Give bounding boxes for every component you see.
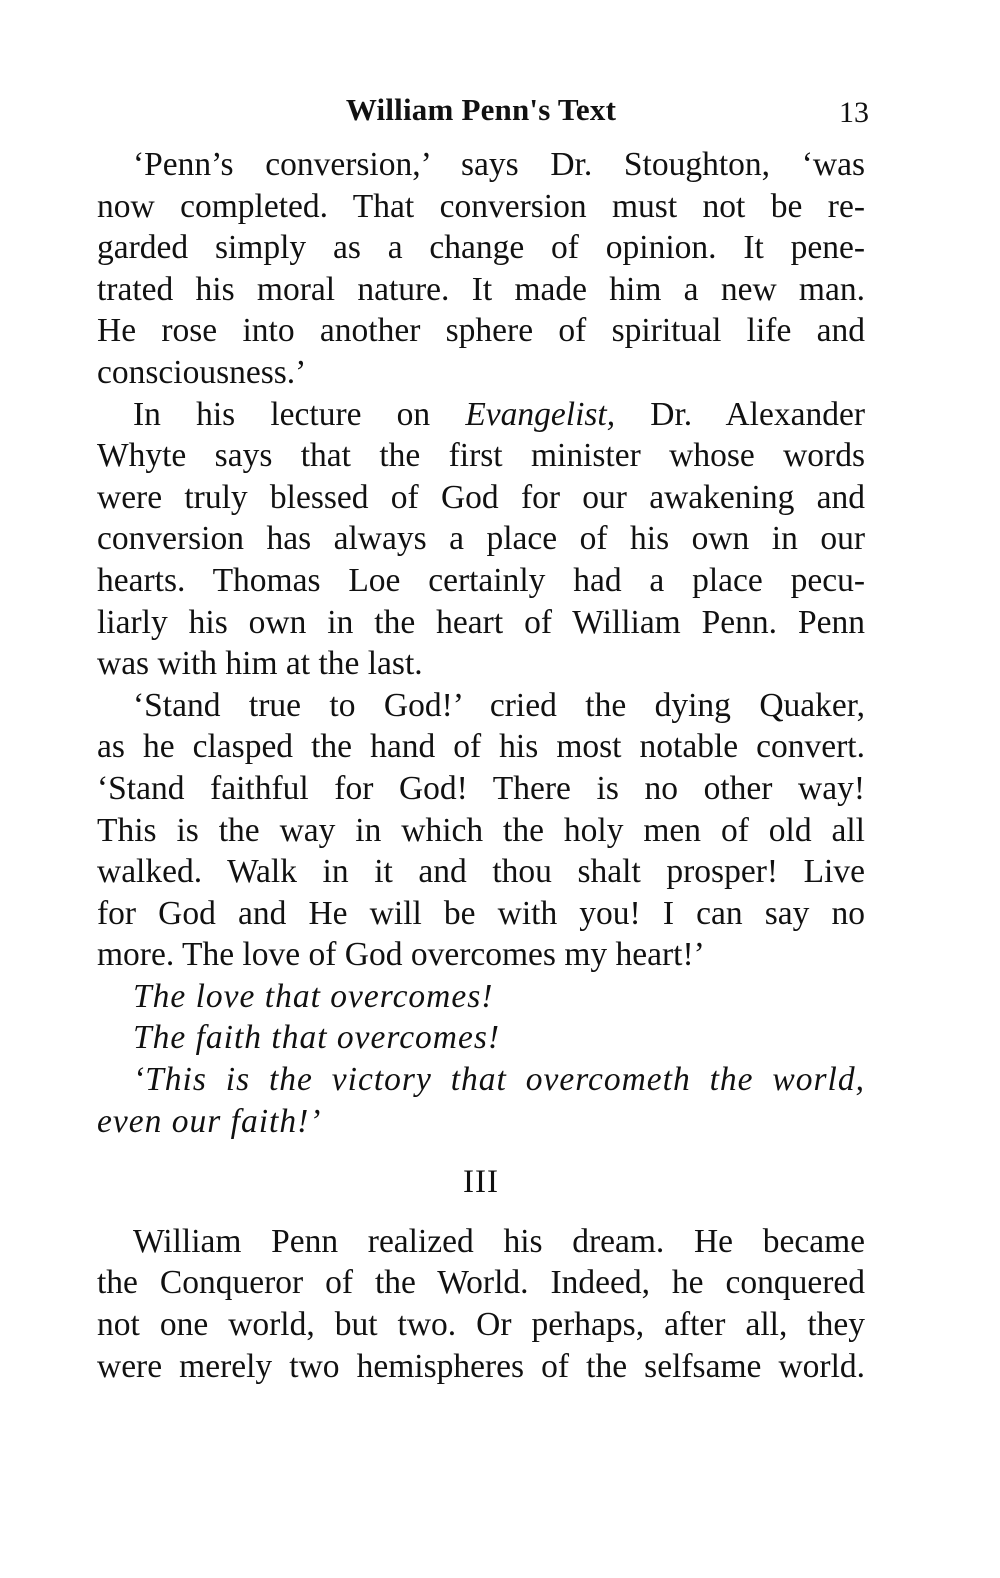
text-line: now completed. That conversion must not be re- <box>97 187 865 225</box>
body-text <box>97 144 865 1387</box>
text-line: trated his moral nature. It made him a new man. <box>97 270 865 308</box>
running-head <box>97 92 869 144</box>
text-line: hearts. Thomas Loe certainly had a place pecu- <box>97 561 865 599</box>
text-line: for God and He will be with you! I can say no <box>97 894 865 932</box>
text-line: was with him at the last. <box>97 645 423 683</box>
text-line: as he clasped the hand of his most notable convert. <box>97 728 865 766</box>
italic-line: ‘This is the victory that overcometh the world, <box>133 1061 865 1099</box>
text-segment: In his lecture on <box>133 395 466 433</box>
text-line: were truly blessed of God for our awakening and <box>97 478 865 516</box>
text-line: Whyte says that the first minister whose words <box>97 437 865 475</box>
text-line: liarly his own in the heart of William Penn. Penn <box>97 603 865 641</box>
paragraph-penn-dream <box>97 1221 865 1387</box>
paragraph-stoughton-quote <box>97 144 865 394</box>
text-line: William Penn realized his dream. He became <box>133 1222 865 1260</box>
text-segment: Dr. Alexander <box>615 395 865 433</box>
text-line: the Conqueror of the World. Indeed, he conquered <box>97 1264 865 1302</box>
italic-line: even our faith!’ <box>97 1102 322 1140</box>
text-line: more. The love of God overcomes my heart!’ <box>97 936 705 974</box>
text-line: conversion has always a place of his own in our <box>97 520 865 558</box>
book-title-evangelist: Evangelist, <box>465 395 616 433</box>
book-page <box>97 92 869 1387</box>
italic-verses <box>97 976 865 1142</box>
section-number: III <box>463 1164 499 1201</box>
paragraph-whyte-lecture <box>97 394 865 685</box>
page-number: 13 <box>839 96 869 129</box>
text-line: walked. Walk in it and thou shalt prosper! Live <box>97 853 865 891</box>
italic-line: The faith that overcomes! <box>133 1019 501 1057</box>
text-line <box>97 394 865 436</box>
text-line: ‘Penn’s conversion,’ says Dr. Stoughton, ‘was <box>133 146 865 183</box>
text-line: He rose into another sphere of spiritual life and <box>97 312 865 350</box>
text-line: ‘Stand faithful for God! There is no other way! <box>97 769 865 807</box>
italic-line: The love that overcomes! <box>133 977 494 1015</box>
text-line: garded simply as a change of opinion. It pene- <box>97 229 865 267</box>
paragraph-dying-quaker <box>97 685 865 976</box>
text-line: were merely two hemispheres of the selfsame world. <box>97 1347 865 1385</box>
text-line: This is the way in which the holy men of old all <box>97 811 865 849</box>
text-line: not one world, but two. Or perhaps, after all, they <box>97 1306 865 1344</box>
text-line: ‘Stand true to God!’ cried the dying Quaker, <box>133 686 865 724</box>
running-title: William Penn's Text <box>345 92 617 127</box>
text-line: consciousness.’ <box>97 353 307 391</box>
